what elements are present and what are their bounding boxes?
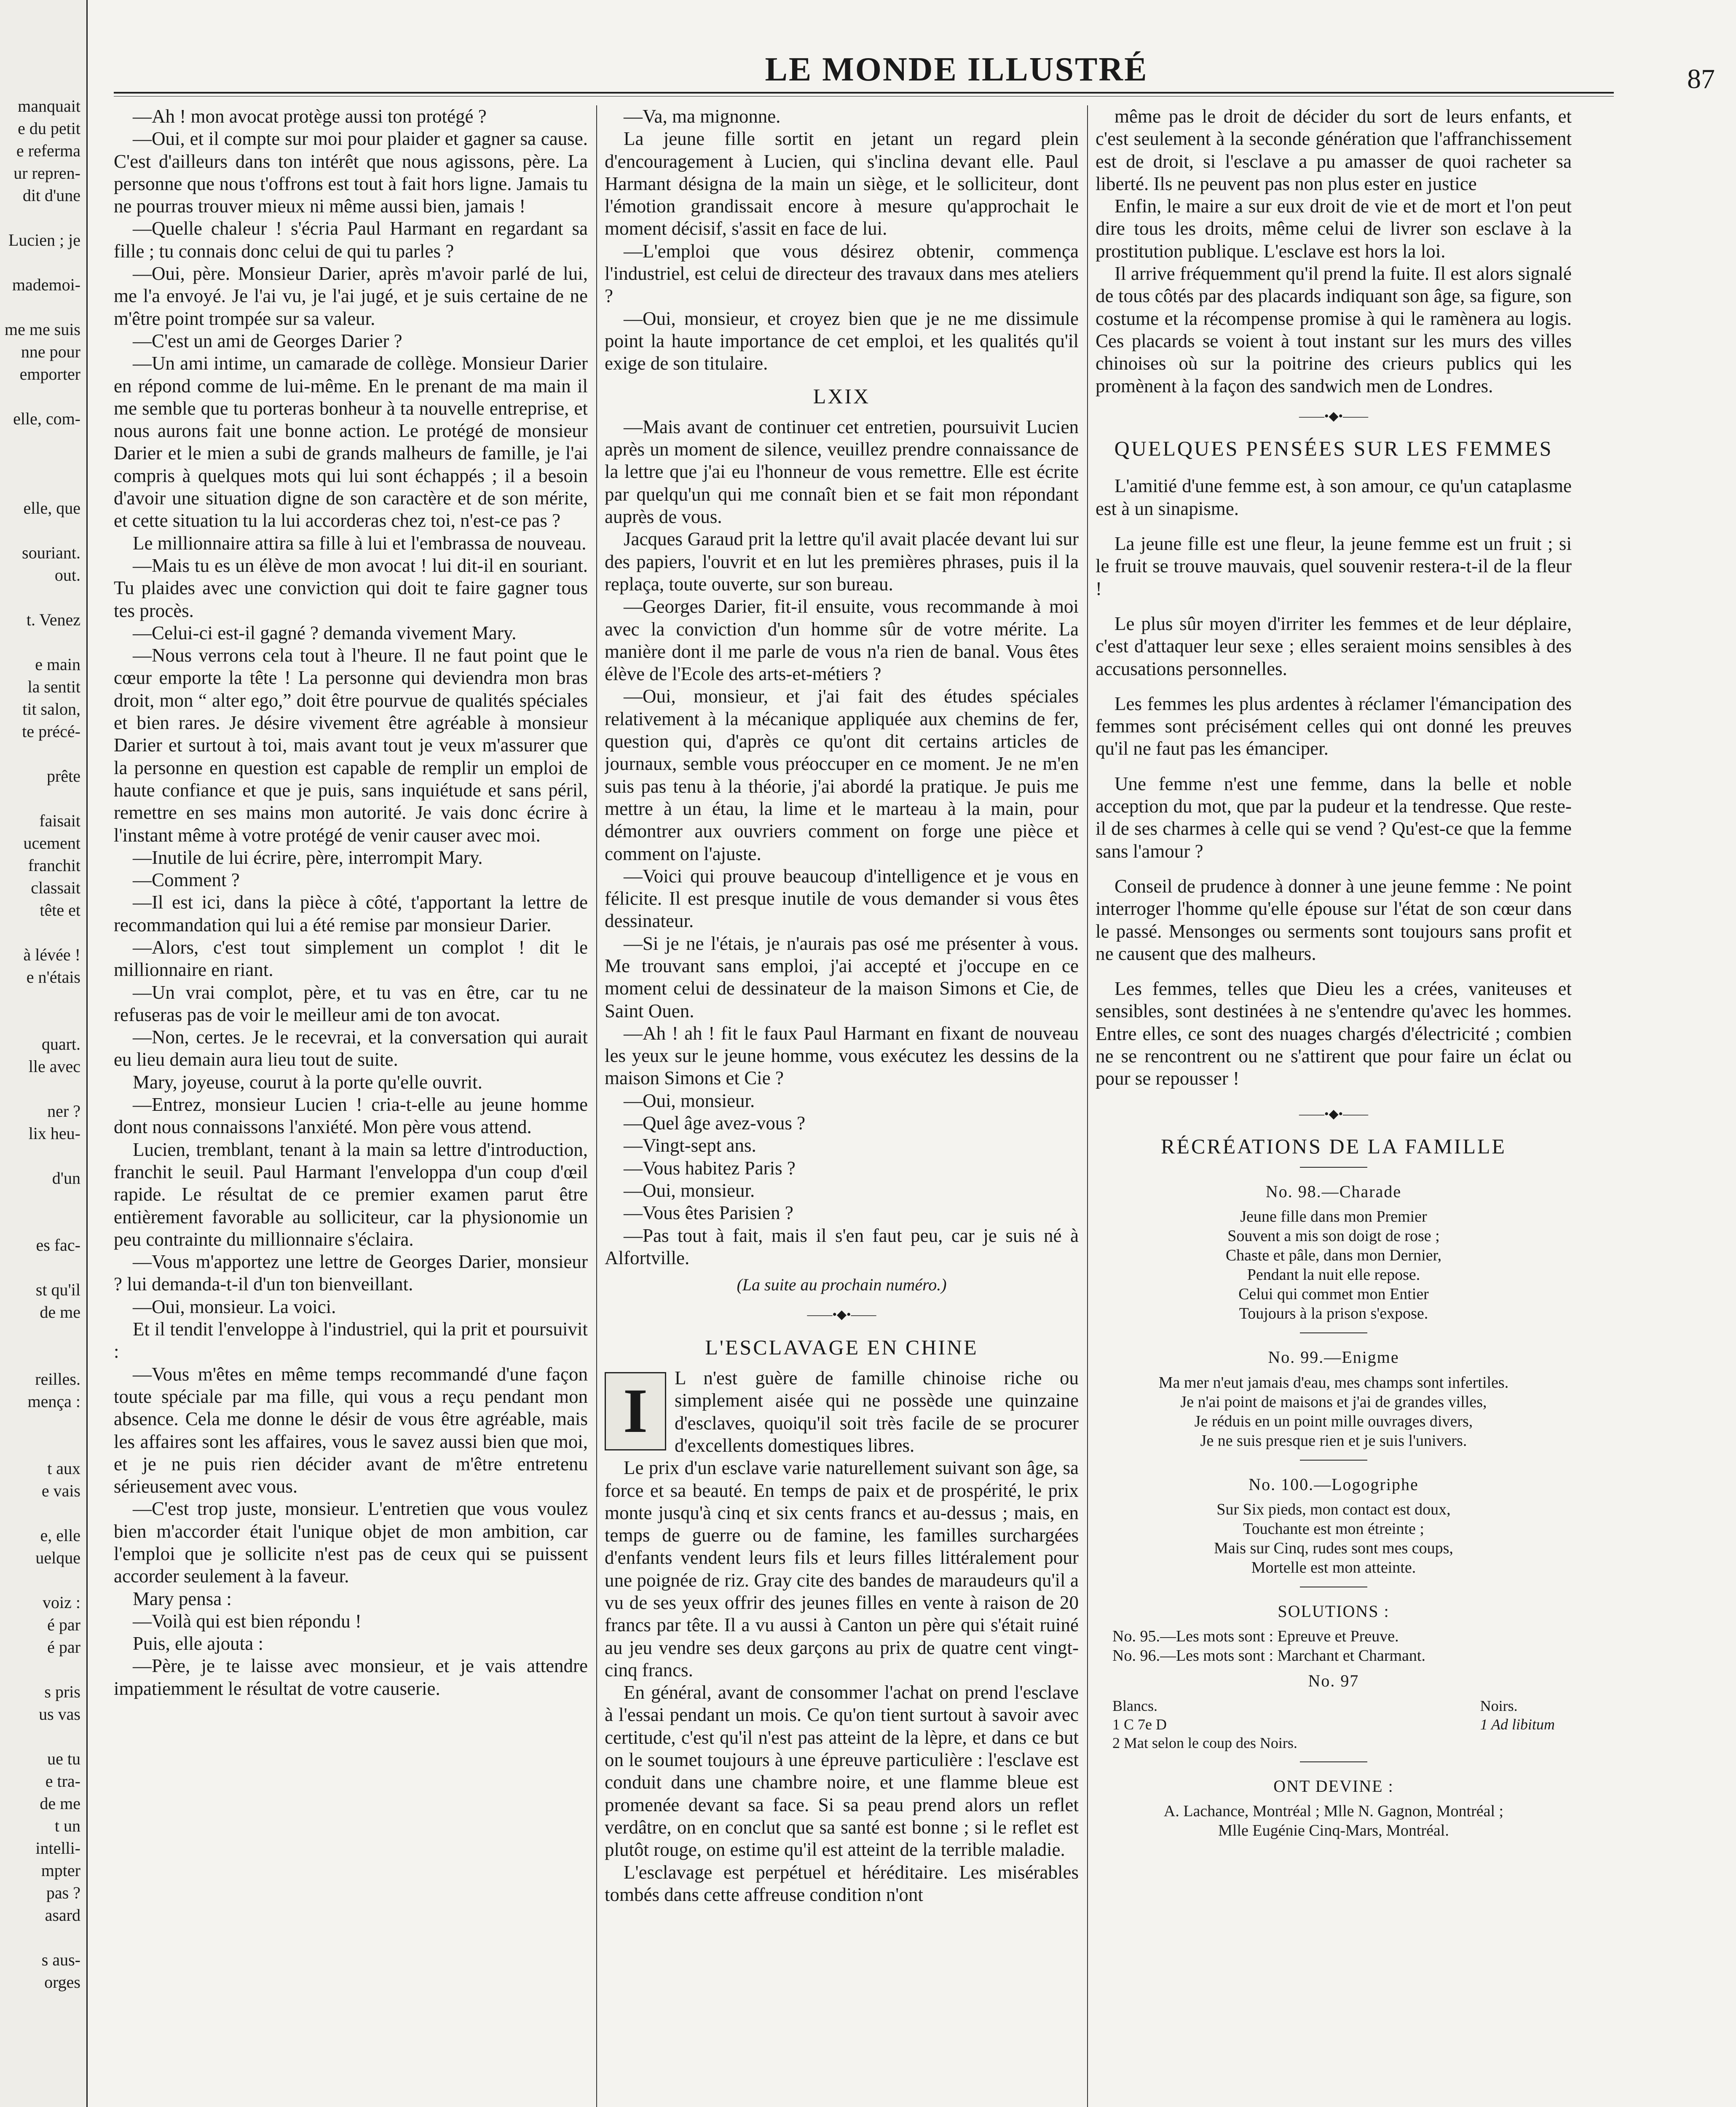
devine-heading: ONT DEVINE : xyxy=(1273,1776,1394,1796)
pensee-paragraph: Le plus sûr moyen d'irriter les femmes et de leur déplaire, c'est d'attaquer leur sexe ; elles seraient moins sensibles à des accusations personnelles. xyxy=(1096,613,1572,679)
verse-line: Souvent a mis son doigt de rose ; xyxy=(1227,1227,1440,1245)
section-ornament: ——•◆•—— xyxy=(1299,1107,1369,1121)
margin-fragment: t aux xyxy=(47,1459,80,1478)
paragraph: —Mais tu es un élève de mon avocat ! lui dit-il en souriant. Tu plaides avec une conviction qui doit te faire gagner tous tes procès. xyxy=(114,555,588,621)
margin-fragment: e, elle xyxy=(40,1526,80,1545)
verse-line: Je ne suis presque rien et je suis l'univers. xyxy=(1200,1431,1467,1450)
margin-fragment: prête xyxy=(47,767,80,785)
short-rule xyxy=(1300,1167,1367,1168)
continuation-note: (La suite au prochain numéro.) xyxy=(737,1275,947,1295)
margin-fragment: e vais xyxy=(41,1481,80,1500)
paragraph: —Voilà qui est bien répondu ! xyxy=(133,1610,362,1632)
margin-fragment: tit salon, xyxy=(22,700,80,718)
margin-fragment: ur repren- xyxy=(13,164,80,182)
margin-fragment: de me xyxy=(40,1303,80,1322)
margin-fragment: t. Venez xyxy=(26,610,80,629)
margin-fragment: manquait xyxy=(18,97,80,115)
margin-fragment: mença : xyxy=(27,1392,80,1411)
paragraph: Jacques Garaud prit la lettre qu'il avait placée devant lui sur des papiers, l'ouvrit et en lut les premières phrases, puis il la replaça, toute ouverte, sur son bureau. xyxy=(605,528,1079,595)
blancs-label: Blancs. xyxy=(1112,1697,1157,1714)
margin-fragment: quart. xyxy=(41,1035,80,1054)
paragraph: —Oui, monsieur. La voici. xyxy=(133,1296,336,1317)
solution-95: No. 95.—Les mots sont : Epreuve et Preuve. xyxy=(1112,1627,1399,1646)
short-rule xyxy=(1300,1761,1367,1762)
paragraph: —Un ami intime, un camarade de collège. Monsieur Darier en répond comme de lui-même. En le prenant de ma main il me semble que tu porteras bonheur à ta nouvelle entreprise, et nous aurons fait une bonne action. Le protégé de monsieur Darier et le mien a subi de grands malheurs de famille, je l'ai compris à quelques mots qui lui sont échappés ; il a besoin d'avoir une situation digne de son caractère et de son mérite, et cette situation tu la lui accorderas chez toi, n'est-ce pas ? xyxy=(114,353,588,531)
paragraph: La jeune fille sortit en jetant un regard plein d'encouragement à Lucien, qui s'inclina devant elle. Paul Harmant désigna de la main un siège, et le solliciteur, dont l'émotion grandissait encore à mesure qu'approchait le moment décisif, s'assit en face de lui. xyxy=(605,128,1079,239)
margin-fragment: dit d'une xyxy=(22,186,80,205)
margin-fragment: e main xyxy=(35,655,80,674)
blancs-move-2: 2 Mat selon le coup des Noirs. xyxy=(1112,1734,1297,1751)
verse-line: Pendant la nuit elle repose. xyxy=(1247,1266,1420,1284)
verse-line: Je n'ai point de maisons et j'ai de grandes villes, xyxy=(1180,1393,1487,1411)
paragraph: —Celui-ci est-il gagné ? demanda vivement Mary. xyxy=(133,622,517,643)
section-title-pensees: QUELQUES PENSÉES SUR LES FEMMES xyxy=(1114,437,1553,461)
paragraph: —Il est ici, dans la pièce à côté, t'apportant la lettre de recommandation qui lui a été remise par monsieur Darier. xyxy=(114,892,588,936)
paragraph: —Comment ? xyxy=(133,869,240,891)
paragraph: —Non, certes. Je le recevrai, et la conversation qui aurait eu lieu demain aura lieu tout de suite. xyxy=(114,1027,588,1070)
margin-fragment: faisait xyxy=(39,811,80,830)
paragraph: Lucien, tremblant, tenant à la main sa lettre d'introduction, franchit le seuil. Paul Harmant l'enveloppa d'un coup d'œil rapide. Le résultat de ce premier examen parut être entièrement favorable au solliciteur, car la physionomie un peu contrainte du millionnaire s'éclaira. xyxy=(114,1139,588,1250)
page-number: 87 xyxy=(1687,64,1715,94)
paragraph: —Georges Darier, fit-il ensuite, vous recommande à moi avec la conviction d'un homme sûr de votre mérite. La manière dont il me parle de vous n'a rien de banal. Vous êtes élève de l'Ecole des arts-et-métiers ? xyxy=(605,596,1079,685)
chapter-heading: LXIX xyxy=(813,384,871,408)
pensee-paragraph: Une femme n'est une femme, dans la belle et noble acception du mot, que par la pudeur et la tendresse. Que reste-il de ses charmes à celle qui se vend ? Qu'est-ce que la femme sans l'amour ? xyxy=(1096,773,1572,862)
blancs-move-1: 1 C 7e D xyxy=(1112,1716,1167,1733)
margin-fragment: lle avec xyxy=(28,1057,80,1076)
paragraph: —Vingt-sept ans. xyxy=(624,1135,756,1156)
recreations-section xyxy=(1096,1135,1572,1840)
header-rule xyxy=(114,92,1614,94)
margin-fragment: reilles. xyxy=(35,1370,80,1389)
paragraph: Mary, joyeuse, courut à la porte qu'elle ouvrit. xyxy=(133,1071,482,1093)
margin-fragment: ner ? xyxy=(47,1102,80,1121)
paragraph: —Pas tout à fait, mais il s'en faut peu, car je suis né à Alfortville. xyxy=(605,1225,1079,1268)
margin-fragment: pas ? xyxy=(46,1883,80,1902)
paragraph: —Ah ! ah ! fit le faux Paul Harmant en fixant de nouveau les yeux sur le jeune homme, vous exécutez les dessins de la maison Simons et Cie ? xyxy=(605,1022,1079,1089)
solution-96: No. 96.—Les mots sont : Marchant et Charmant. xyxy=(1112,1647,1425,1665)
paragraph: Enfin, le maire a sur eux droit de vie et de mort et l'on peut dire tous les droits, même celui de livrer son esclave à la prostitution publique. L'esclave est hors la loi. xyxy=(1096,196,1572,262)
paragraph: —Vous m'êtes en même temps recommandé d'une façon toute spéciale par ma fille, qui vous a reçu pendant mon absence. Cela me donne le désir de vous être agréable, mais les affaires sont les affaires, vous le savez aussi bien que moi, et je ne puis rien décider avant de m'être entretenu sérieusement avec vous. xyxy=(114,1363,588,1497)
margin-fragment: t un xyxy=(54,1816,80,1835)
paragraph: —Oui, père. Monsieur Darier, après m'avoir parlé de lui, me l'a envoyé. Je l'ai vu, je l'ai jugé, et je suis certaine de ne m'être point trompée sur sa valeur. xyxy=(114,263,588,329)
column-divider xyxy=(1087,105,1088,2107)
paragraph: —Alors, c'est tout simplement un complot ! dit le millionnaire en riant. xyxy=(114,936,588,981)
margin-fragment: elle, que xyxy=(23,499,80,517)
paragraph: —Nous verrons cela tout à l'heure. Il ne faut point que le cœur emporte la tête ! La personne qui deviendra mon bras droit, mon “ alter ego,” doit être pourvue de qualités spéciales et bien rares. Je désire vivement être agréable à monsieur Darier et surtout à toi, mais avant tout je veux m'assurer que la personne en question est capable de remplir un emploi de haute confiance et que je puis, sans inquiétude et sans péril, remettre en ses mains mon autorité. Je vais donc écrire à l'instant même à votre protégé de venir causer avec moi. xyxy=(114,645,588,846)
section-ornament: ——•◆•—— xyxy=(807,1308,876,1322)
paragraph: —Un vrai complot, père, et tu vas en être, car tu ne refuseras pas de voir le meilleur ami de ton avocat. xyxy=(114,981,588,1025)
short-rule xyxy=(1300,1460,1367,1461)
margin-fragment: mpter xyxy=(41,1861,80,1880)
margin-fragment: Lucien ; je xyxy=(8,231,80,249)
verse-line: Ma mer n'eut jamais d'eau, mes champs sont infertiles. xyxy=(1158,1373,1509,1391)
verse-line: Sur Six pieds, mon contact est doux, xyxy=(1216,1501,1451,1519)
paragraph: —Père, je te laisse avec monsieur, et je vais attendre impatiemment le résultat de votre causerie. xyxy=(114,1655,588,1699)
margin-fragment: s pris xyxy=(44,1682,80,1701)
margin-fragment: ue tu xyxy=(47,1749,80,1768)
paragraph: Le millionnaire attira sa fille à lui et l'embrassa de nouveau. xyxy=(133,532,587,554)
paragraph: —Entrez, monsieur Lucien ! cria-t-elle au jeune homme dont nous connaissons l'anxiété. Mon père vous attend. xyxy=(114,1094,588,1138)
drop-cap: I xyxy=(605,1372,666,1450)
margin-fragment: tête et xyxy=(40,901,80,919)
margin-fragment: es fac- xyxy=(36,1236,80,1255)
paragraph: L n'est guère de famille chinoise riche ou simplement aisée qui ne possède une quinzaine d'esclaves, quoiqu'il soit très facile de se procurer d'excellents domestiques libres. xyxy=(675,1367,1079,1456)
margin-fragment: e tra- xyxy=(45,1772,80,1791)
verse-line: Jeune fille dans mon Premier xyxy=(1240,1208,1427,1226)
margin-fragment: mademoi- xyxy=(12,275,80,294)
paragraph: —Si je ne l'étais, je n'aurais pas osé me présenter à vous. Me trouvant sans emploi, j'ai accepté et j'occupe en ce moment celui de dessinateur de la maison Simons et Cie, de Saint Ouen. xyxy=(605,933,1079,1021)
column-3 xyxy=(1096,105,1572,2107)
verse-line: Celui qui commet mon Entier xyxy=(1238,1285,1429,1303)
section-ornament: ——•◆•—— xyxy=(1299,409,1369,423)
margin-fragment: asard xyxy=(45,1906,80,1925)
short-rule xyxy=(1300,1332,1367,1333)
margin-fragment: la sentit xyxy=(27,677,80,696)
paragraph: —Inutile de lui écrire, père, interrompit Mary. xyxy=(133,847,483,868)
logogriphe-heading: No. 100.—Logogriphe xyxy=(1248,1474,1419,1494)
paragraph: L'esclavage est perpétuel et héréditaire. Les misérables tombés dans cette affreuse condition n'ont xyxy=(605,1861,1079,1905)
margin-fragment: lix heu- xyxy=(28,1124,80,1143)
paragraph: —Vous m'apportez une lettre de Georges Darier, monsieur ? lui demanda-t-il d'un ton bienveillant. xyxy=(114,1251,588,1295)
section-title-esclavage: L'ESCLAVAGE EN CHINE xyxy=(705,1335,978,1359)
paragraph: —Quelle chaleur ! s'écria Paul Harmant en regardant sa fille ; tu connais donc celui de qui tu parles ? xyxy=(114,218,588,262)
margin-fragment: nne pour xyxy=(21,342,80,361)
verse-line: Chaste et pâle, dans mon Dernier, xyxy=(1225,1247,1442,1265)
column-2 xyxy=(605,105,1079,2107)
paragraph: Le prix d'un esclave varie naturellement suivant son âge, sa force et sa beauté. En temps de paix et de prospérité, le prix monte jusqu'à cinq et six cents francs et au-dessus ; mais, en temps de guerre ou de famine, les familles surchargées d'enfants vendent leurs fils et leurs filles littéralement pour une poignée de riz. Gray cite des bandes de maraudeurs qu'il a vu de ses yeux offrir des jeunes filles en vente à raison de 20 francs par tête. Il a vu aussi à Canton un père qui s'était ruiné au jeu vendre ses deux garçons au prix de quatre cent vingt-cinq francs. xyxy=(605,1457,1079,1681)
verse-line: Touchante est mon étreinte ; xyxy=(1243,1520,1424,1538)
margin-fragment: elle, com- xyxy=(13,409,80,428)
margin-fragment: é par xyxy=(47,1615,80,1634)
margin-fragment: é par xyxy=(47,1638,80,1657)
pensee-paragraph: L'amitié d'une femme est, à son amour, ce qu'un cataplasme est à un sinapisme. xyxy=(1096,475,1572,519)
margin-fragment: souriant. xyxy=(22,543,80,562)
margin-fragment: de me xyxy=(40,1794,80,1813)
verse-line: Toujours à la prison s'expose. xyxy=(1239,1305,1428,1323)
pensee-paragraph: Les femmes les plus ardentes à réclamer l'émancipation des femmes sont précisément celles qui ont donné les preuves qu'il ne faut pas les émanciper. xyxy=(1096,693,1572,759)
pensee-paragraph: Les femmes, telles que Dieu les a crées, vaniteuses et sensibles, sont destinées à ne s'entendre qu'avec les hommes. Entre elles, ce sont des nuages chargés d'électricité ; combien ne se rencontrent ou ne s'attirent que pour faire un éclat ou pour se repousser ! xyxy=(1096,978,1572,1089)
pensee-paragraph: Conseil de prudence à donner à une jeune femme : Ne point interroger l'homme qu'elle épouse sur l'état de son cœur dans le passé. Mensonges ou serments sont toujours sans profit et ne causent que des malheurs. xyxy=(1096,875,1572,964)
verse-line: Mais sur Cinq, rudes sont mes coups, xyxy=(1214,1539,1453,1557)
charade-verse xyxy=(1096,1207,1572,1323)
header-rule-thin xyxy=(114,96,1614,97)
noirs-move-1: 1 Ad libitum xyxy=(1480,1716,1555,1733)
margin-fragment: orges xyxy=(44,1973,80,1992)
paragraph: Puis, elle ajouta : xyxy=(133,1633,263,1654)
paragraph: même pas le droit de décider du sort de leurs enfants, et c'est seulement à la seconde génération que l'affranchissement est de droit, si l'esclave a pu amasser de quoi racheter sa liberté. Ils ne peuvent pas non plus ester en justice xyxy=(1096,106,1572,194)
paragraph: —Oui, et il compte sur moi pour plaider et gagner sa cause. C'est d'ailleurs dans ton intérêt que nous agissons, père. La personne que nous t'offrons est tout à fait hors ligne. Jamais tu ne pourras trouver mieux ni même aussi bien, jamais ! xyxy=(114,128,588,217)
margin-fragment: voiz : xyxy=(43,1593,80,1612)
noirs-label: Noirs. xyxy=(1480,1697,1518,1714)
margin-fragment: d'un xyxy=(52,1169,80,1188)
column-divider xyxy=(596,105,597,2107)
paragraph: —Oui, monsieur. xyxy=(624,1179,755,1201)
margin-fragment: classait xyxy=(31,878,80,897)
margin-fragment: me me suis xyxy=(5,320,80,339)
paragraph: Il arrive fréquemment qu'il prend la fuite. Il est alors signalé de tous côtés par des placards indiquant son âge, sa figure, son costume et la récompense promise à qui le ramènera au logis. Ces placards se voient à tout instant sur les murs des villes chinoises où sur la poitrine des crieurs publics qui les promènent à la façon des sandwich men de Londres. xyxy=(1096,263,1572,397)
margin-fragment: intelli- xyxy=(35,1839,80,1858)
paragraph: —Quel âge avez-vous ? xyxy=(624,1112,806,1134)
paragraph: Mary pensa : xyxy=(133,1588,232,1609)
margin-fragment: te précé- xyxy=(22,722,80,741)
paragraph: En général, avant de consommer l'achat on prend l'esclave à l'essai pendant un mois. Ce qu'on tient surtout à savoir avec certitude, c'est qu'il n'est pas atteint de la lèpre, et dans ce but on le soumet toujours à une épreuve particulière : l'esclave est conduit dans une chambre noire, et une flamme bleue est promenée devant sa face. Si sa peau prend alors un reflet verdâtre, on en conclut que sa santé est bonne ; si le reflet est plutôt rouge, on estime qu'il est atteint de la terrible maladie. xyxy=(605,1682,1079,1860)
margin-fragment: us vas xyxy=(39,1705,80,1724)
margin-fragment: à lévée ! xyxy=(23,945,80,964)
margin-fragment: e du petit xyxy=(18,119,80,138)
margin-fragment: st qu'il xyxy=(35,1280,80,1299)
paragraph: —Va, ma mignonne. xyxy=(624,106,781,127)
solution-97-heading: No. 97 xyxy=(1308,1671,1359,1691)
previous-page-margin xyxy=(0,0,88,2107)
pensee-paragraph: La jeune fille est une fleur, la jeune femme est un fruit ; si le fruit se trouve mauvais, quel souvenir restera-t-il de la fleur ! xyxy=(1096,533,1572,599)
margin-fragment: emporter xyxy=(19,365,80,383)
devine-names-1: A. Lachance, Montréal ; Mlle N. Gagnon, Montréal ; xyxy=(1163,1802,1504,1820)
chess-solution xyxy=(1112,1697,1555,1752)
paragraph: —Mais avant de continuer cet entretien, poursuivit Lucien après un moment de silence, veuillez prendre connaissance de la lettre que j'ai eu l'honneur de vous remettre. Elle est écrite par quelqu'un qui me connaît bien et se fait mon répondant auprès de vous. xyxy=(605,416,1079,528)
margin-fragment: e n'étais xyxy=(26,968,80,986)
enigme-heading: No. 99.—Enigme xyxy=(1268,1348,1399,1367)
verse-line: Mortelle est mon atteinte. xyxy=(1251,1559,1416,1577)
margin-fragment: franchit xyxy=(28,856,80,875)
enigme-verse xyxy=(1096,1373,1572,1450)
verse-line: Je réduis en un point mille ouvrages divers, xyxy=(1194,1412,1473,1430)
paragraph: —Voici qui prouve beaucoup d'intelligence et je vous en félicite. Il est presque inutile de vous demander si vous êtes dessinateur. xyxy=(605,865,1079,932)
paragraph: —Vous habitez Paris ? xyxy=(624,1157,796,1179)
paragraph: —Oui, monsieur. xyxy=(624,1090,755,1111)
paragraph: —Oui, monsieur, et croyez bien que je ne me dissimule point la haute importance de cet emploi, et les qualités qu'il exige de son titulaire. xyxy=(605,308,1079,374)
margin-fragment: uelque xyxy=(35,1548,80,1567)
devine-names-2: Mlle Eugénie Cinq-Mars, Montréal. xyxy=(1218,1821,1449,1839)
column-1 xyxy=(114,105,588,2107)
section-title-recreations: RÉCRÉATIONS DE LA FAMILLE xyxy=(1161,1134,1506,1158)
paragraph: —Vous êtes Parisien ? xyxy=(624,1202,793,1224)
paragraph: Et il tendit l'enveloppe à l'industriel, qui la prit et poursuivit : xyxy=(114,1319,588,1362)
logogriphe-verse xyxy=(1096,1500,1572,1577)
paragraph: —L'emploi que vous désirez obtenir, commença l'industriel, est celui de directeur des travaux dans mes ateliers ? xyxy=(605,240,1079,307)
margin-fragment: ucement xyxy=(23,834,80,852)
margin-fragment: s aus- xyxy=(41,1950,80,1969)
masthead: LE MONDE ILLUSTRÉ xyxy=(765,51,1148,88)
solutions-heading: SOLUTIONS : xyxy=(1278,1602,1390,1621)
paragraph: —C'est un ami de Georges Darier ? xyxy=(133,330,402,351)
margin-fragment: out. xyxy=(54,566,80,584)
paragraph: —Ah ! mon avocat protège aussi ton protégé ? xyxy=(133,106,487,127)
paragraph: —Oui, monsieur, et j'ai fait des études spéciales relativement à la mécanique appliquée aux chemins de fer, question qui, d'après ce qu'ont dit certains articles de journaux, semble vous préoccuper en ce moment. Je ne m'en suis pas tenu à la théorie, j'ai abordé la pratique. Je puis me mettre à un étau, la lime et le marteau à la main, pour démontrer aux ouvriers comment on forge une pièce et comment on l'ajuste. xyxy=(605,686,1079,864)
charade-heading: No. 98.—Charade xyxy=(1265,1182,1402,1201)
margin-fragment: e referma xyxy=(16,141,80,160)
paragraph: —C'est trop juste, monsieur. L'entretien que vous voulez bien m'accorder était l'unique objet de mon ambition, car l'emploi que je sollicite n'est pas de ceux qui se puissent accorder seulement à la faveur. xyxy=(114,1498,588,1587)
